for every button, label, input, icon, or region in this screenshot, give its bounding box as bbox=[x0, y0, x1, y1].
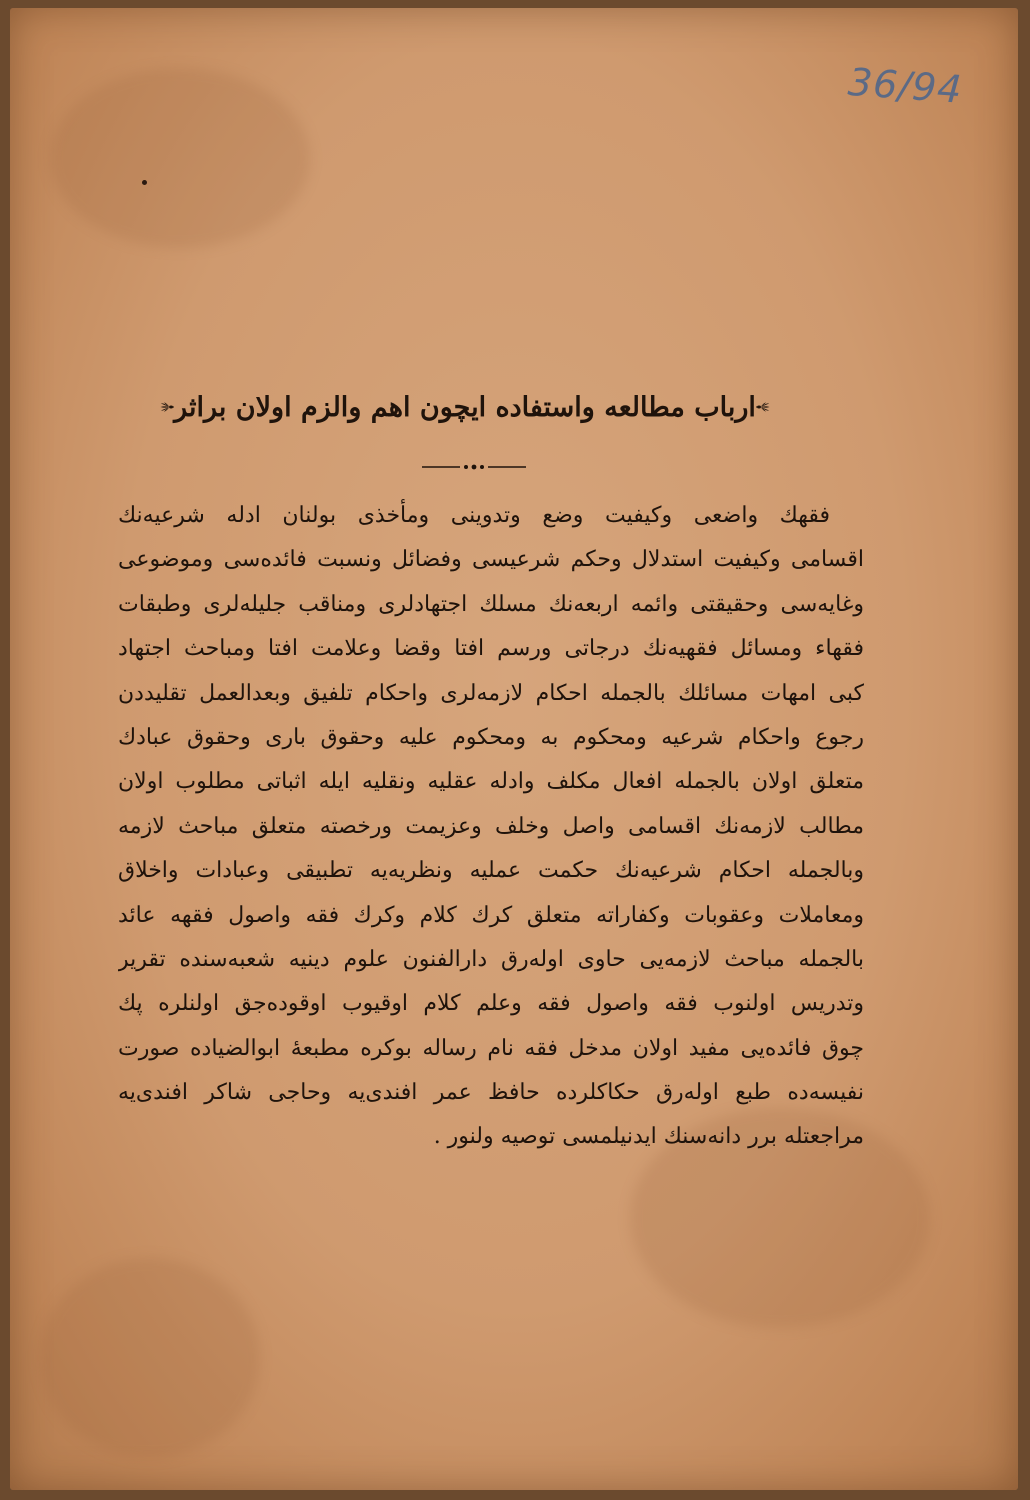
body-line: فقهك واضعی وكيفيت وضع وتدوينی ومأخذی بولنان ادله شرعيه‌نك bbox=[118, 503, 830, 528]
body-line: وبالجمله احكام شرعيه‌نك حكمت عمليه ونظريه‌يه تطبيقی وعبادات واخلاق bbox=[118, 858, 864, 884]
body-line: اقسامی وكيفيت استدلال وحكم شرعيسی وفضائل ونسبت فائده‌سی وموضوعی bbox=[118, 547, 864, 573]
palmette-ornament-right-icon bbox=[756, 387, 770, 427]
body-line: وتدريس اولنوب فقه واصول فقه وعلم كلام اوقيوب اوقوده‌جق اولنلره پك bbox=[118, 991, 864, 1017]
body-line: رجوع واحكام شرعيه ومحكوم به ومحكوم عليه وحقوق باری وحقوق عبادك bbox=[118, 724, 864, 750]
body-line: ومعاملات وعقوبات وكفاراته متعلق كرك كلام وكرك فقه واصول فقهه عائد bbox=[118, 902, 864, 928]
title-row bbox=[160, 380, 770, 434]
paper-stain bbox=[40, 1258, 260, 1458]
handwritten-catalog-number: 36/94 bbox=[846, 59, 964, 112]
title-divider bbox=[422, 462, 526, 472]
body-line: مطالب لازمه‌نك اقسامی واصل وخلف وعزيمت ورخصته متعلق مباحث لازمه bbox=[118, 813, 864, 839]
notice-title: ارباب مطالعه واستفاده ایچون اهم والزم اولان براثر bbox=[174, 391, 756, 423]
palmette-ornament-left-icon bbox=[160, 387, 174, 427]
body-line: مراجعتله برر دانه‌سنك ايدنيلمسی توصيه ولنور . bbox=[433, 1124, 864, 1150]
body-line: نفيسه‌ده طبع اوله‌رق حكاكلرده حافظ عمر افندی‌يه وحاجی شاكر افندی‌يه bbox=[118, 1080, 864, 1106]
ink-dot bbox=[142, 180, 147, 185]
body-line: وغايه‌سی وحقيقتی وائمه اربعه‌نك مسلك اجتهادلری ومناقب جليله‌لری وطبقات bbox=[118, 591, 864, 617]
body-line: چوق فائده‌يی مفيد اولان مدخل فقه نام رساله بوكره مطبعهٔ ابوالضياده صورت bbox=[118, 1035, 864, 1061]
body-line: متعلق اولان بالجمله افعال مكلف وادله عقليه ونقليه ايله اثباتی مطلوب اولان bbox=[118, 769, 864, 795]
body-line: فقهاء ومسائل فقهيه‌نك درجاتی ورسم افتا وقضا وعلامت افتا ومباحث اجتهاد bbox=[118, 636, 864, 662]
paper-stain bbox=[50, 68, 310, 248]
body-line: بالجمله مباحث لازمه‌يی حاوی اوله‌رق دارالفنون علوم دينيه شعبه‌سنده تقرير bbox=[118, 946, 864, 972]
body-line: كبی امهات مسائلك بالجمله احكام لازمه‌لری واحكام تلفيق وبعدالعمل تقليددن bbox=[118, 680, 864, 706]
notice-body bbox=[118, 494, 864, 1160]
